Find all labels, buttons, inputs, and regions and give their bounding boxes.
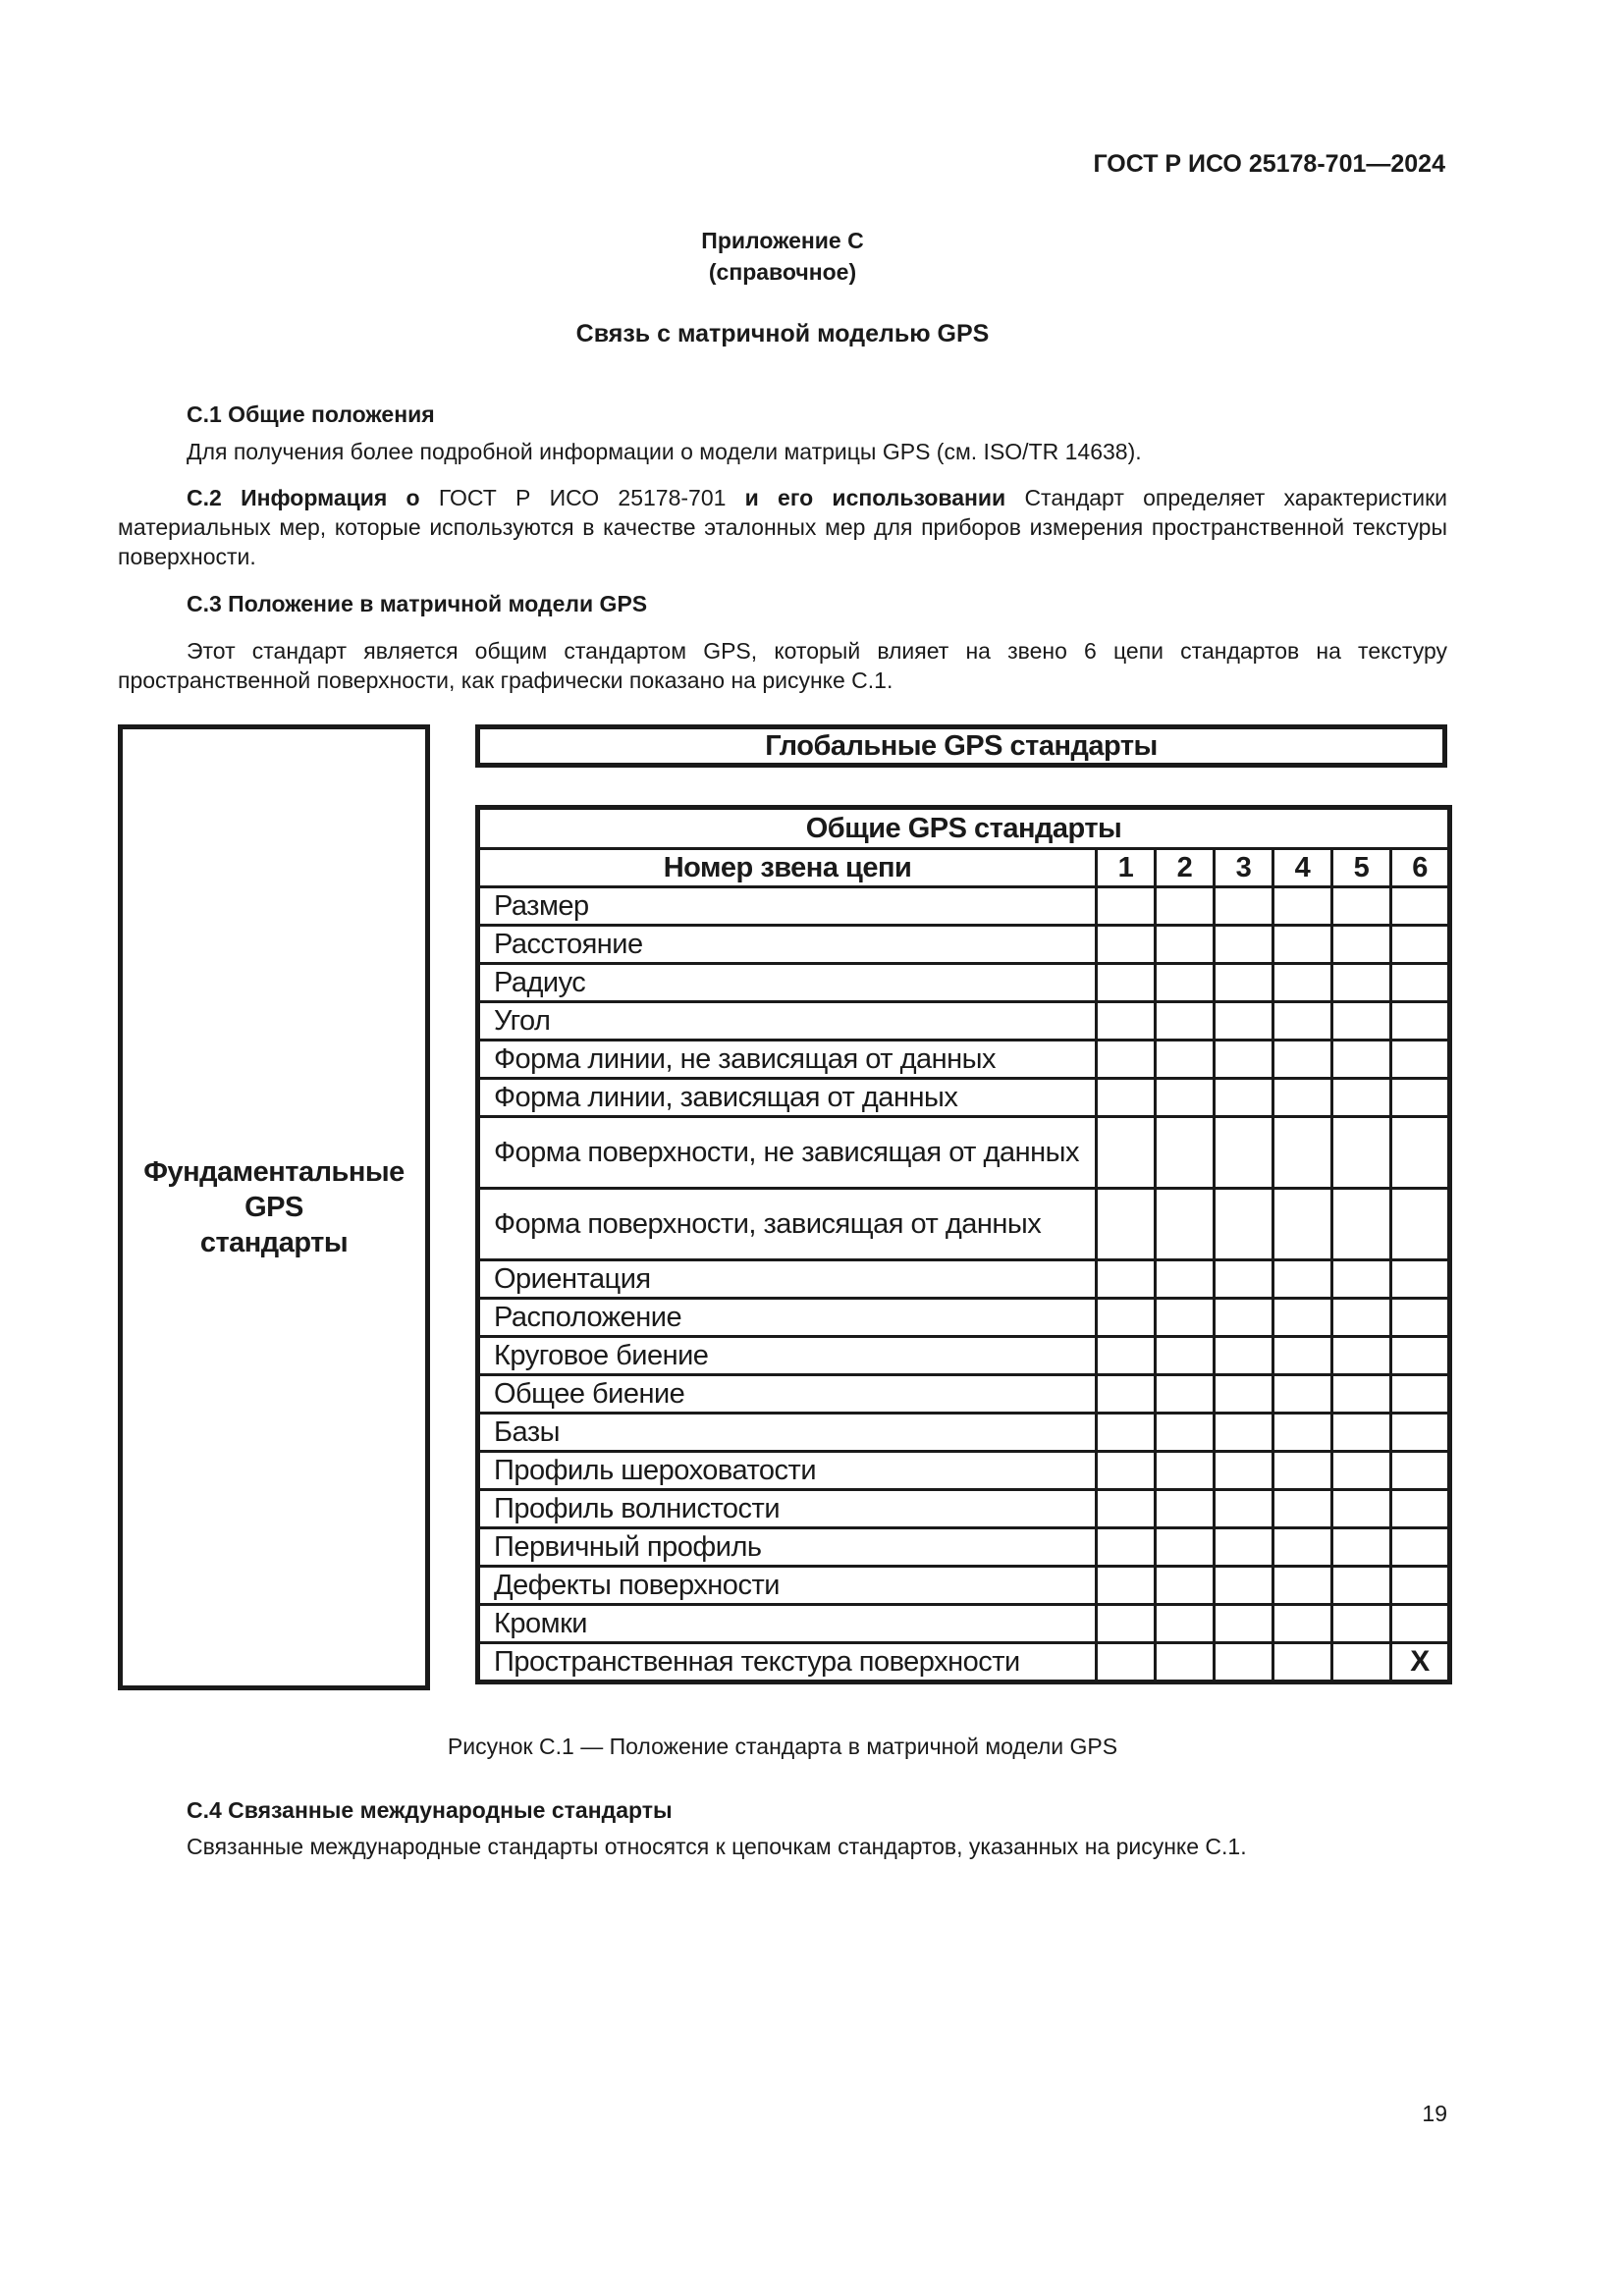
matrix-cell-chain-5 xyxy=(1332,1375,1391,1414)
matrix-cell-chain-2 xyxy=(1156,1041,1215,1079)
matrix-cell-chain-4 xyxy=(1273,1528,1332,1567)
matrix-cell-chain-2 xyxy=(1156,887,1215,926)
matrix-cell-chain-6 xyxy=(1391,1528,1450,1567)
chain-number-5: 5 xyxy=(1332,849,1391,887)
matrix-row xyxy=(478,1452,1450,1490)
matrix-row-label: Общее биение xyxy=(478,1375,1097,1414)
matrix-cell-chain-2 xyxy=(1156,1117,1215,1189)
matrix-cell-chain-1 xyxy=(1097,1414,1156,1452)
matrix-row xyxy=(478,1605,1450,1643)
matrix-cell-chain-6 xyxy=(1391,1490,1450,1528)
matrix-row-label: Ориентация xyxy=(478,1260,1097,1299)
matrix-cell-chain-4 xyxy=(1273,1643,1332,1682)
section-c2-text-1: ГОСТ Р ИСО 25178-701 xyxy=(419,485,745,510)
matrix-cell-chain-5 xyxy=(1332,1414,1391,1452)
general-standards-title-row xyxy=(478,808,1450,849)
matrix-cell-chain-5 xyxy=(1332,1189,1391,1260)
matrix-cell-chain-4 xyxy=(1273,926,1332,964)
matrix-row-label: Кромки xyxy=(478,1605,1097,1643)
matrix-row xyxy=(478,926,1450,964)
matrix-cell-chain-4 xyxy=(1273,1189,1332,1260)
matrix-cell-chain-4 xyxy=(1273,1299,1332,1337)
matrix-cell-chain-4 xyxy=(1273,1490,1332,1528)
matrix-cell-chain-1 xyxy=(1097,1299,1156,1337)
annex-title: Приложение С xyxy=(701,228,864,253)
matrix-cell-chain-6 xyxy=(1391,1414,1450,1452)
matrix-cell-chain-5 xyxy=(1332,1337,1391,1375)
page-number: 19 xyxy=(1422,2101,1447,2126)
global-standards-box: Глобальные GPS стандарты xyxy=(475,724,1447,768)
matrix-row xyxy=(478,887,1450,926)
matrix-cell-chain-6 xyxy=(1391,964,1450,1002)
matrix-row xyxy=(478,1041,1450,1079)
matrix-cell-chain-6 xyxy=(1391,1002,1450,1041)
matrix-cell-chain-6 xyxy=(1391,1605,1450,1643)
matrix-cell-chain-2 xyxy=(1156,964,1215,1002)
matrix-cell-chain-3 xyxy=(1215,1452,1273,1490)
matrix-cell-chain-6 xyxy=(1391,1299,1450,1337)
matrix-cell-chain-3 xyxy=(1215,887,1273,926)
chain-number-6: 6 xyxy=(1391,849,1450,887)
chain-number-2: 2 xyxy=(1156,849,1215,887)
matrix-cell-chain-4 xyxy=(1273,1337,1332,1375)
matrix-row xyxy=(478,1528,1450,1567)
matrix-cell-chain-3 xyxy=(1215,1299,1273,1337)
section-c2-paragraph xyxy=(118,483,1447,571)
matrix-row-label: Форма поверхности, не зависящая от данных xyxy=(478,1117,1097,1189)
matrix-cell-chain-2 xyxy=(1156,1189,1215,1260)
matrix-cell-chain-2 xyxy=(1156,1002,1215,1041)
matrix-cell-chain-2 xyxy=(1156,1375,1215,1414)
matrix-cell-chain-3 xyxy=(1215,964,1273,1002)
matrix-cell-chain-1 xyxy=(1097,1528,1156,1567)
matrix-cell-chain-4 xyxy=(1273,1002,1332,1041)
matrix-cell-chain-3 xyxy=(1215,1337,1273,1375)
figure-caption: Рисунок С.1 — Положение стандарта в матричной модели GPS xyxy=(447,1734,1118,1759)
section-c4-text: Связанные международные стандарты относятся к цепочкам стандартов, указанных на рисунке С.1. xyxy=(187,1834,1247,1859)
matrix-cell-chain-3 xyxy=(1215,1117,1273,1189)
matrix-cell-chain-6 xyxy=(1391,1189,1450,1260)
matrix-cell-chain-6 xyxy=(1391,1337,1450,1375)
matrix-cell-chain-3 xyxy=(1215,1528,1273,1567)
matrix-cell-chain-1 xyxy=(1097,926,1156,964)
matrix-row xyxy=(478,1643,1450,1682)
matrix-row-label: Форма линии, зависящая от данных xyxy=(478,1079,1097,1117)
matrix-row-label: Дефекты поверхности xyxy=(478,1567,1097,1605)
matrix-row xyxy=(478,1567,1450,1605)
section-c3-text: Этот стандарт является общим стандартом GPS, который влияет на звено 6 цепи стандартов на текстуру пространственной поверхности, как графически показано на рисунке С.1. xyxy=(118,638,1447,693)
matrix-cell-chain-6: X xyxy=(1391,1643,1450,1682)
matrix-row xyxy=(478,1079,1450,1117)
matrix-cell-chain-2 xyxy=(1156,1643,1215,1682)
matrix-cell-chain-3 xyxy=(1215,1414,1273,1452)
matrix-row-label: Профиль волнистости xyxy=(478,1490,1097,1528)
matrix-cell-chain-2 xyxy=(1156,1567,1215,1605)
matrix-cell-chain-1 xyxy=(1097,1079,1156,1117)
matrix-row-label: Форма поверхности, зависящая от данных xyxy=(478,1189,1097,1260)
matrix-cell-chain-3 xyxy=(1215,1079,1273,1117)
matrix-cell-chain-4 xyxy=(1273,1041,1332,1079)
matrix-row xyxy=(478,1337,1450,1375)
matrix-cell-chain-1 xyxy=(1097,1260,1156,1299)
matrix-cell-chain-1 xyxy=(1097,1490,1156,1528)
matrix-cell-chain-4 xyxy=(1273,1260,1332,1299)
matrix-cell-chain-6 xyxy=(1391,1117,1450,1189)
matrix-row-label: Расположение xyxy=(478,1299,1097,1337)
matrix-cell-chain-3 xyxy=(1215,1567,1273,1605)
matrix-cell-chain-1 xyxy=(1097,1002,1156,1041)
matrix-cell-chain-5 xyxy=(1332,1605,1391,1643)
matrix-cell-chain-1 xyxy=(1097,1643,1156,1682)
matrix-cell-chain-4 xyxy=(1273,1567,1332,1605)
fundamental-label-line-2: GPS xyxy=(244,1192,303,1223)
matrix-cell-chain-5 xyxy=(1332,1079,1391,1117)
section-c3-heading: С.3 Положение в матричной модели GPS xyxy=(187,591,648,616)
general-standards-label: Общие GPS стандарты xyxy=(478,808,1450,849)
matrix-cell-chain-3 xyxy=(1215,926,1273,964)
matrix-cell-chain-3 xyxy=(1215,1260,1273,1299)
chain-number-1: 1 xyxy=(1097,849,1156,887)
matrix-row xyxy=(478,1189,1450,1260)
matrix-cell-chain-4 xyxy=(1273,1414,1332,1452)
matrix-row-label: Круговое биение xyxy=(478,1337,1097,1375)
matrix-cell-chain-1 xyxy=(1097,887,1156,926)
matrix-cell-chain-2 xyxy=(1156,1528,1215,1567)
fundamental-label-line-1: Фундаментальные xyxy=(143,1156,405,1188)
matrix-cell-chain-3 xyxy=(1215,1605,1273,1643)
fundamental-standards-box xyxy=(118,724,430,1690)
matrix-cell-chain-5 xyxy=(1332,1490,1391,1528)
section-c2-bold-1: Информация о xyxy=(241,485,420,510)
matrix-cell-chain-4 xyxy=(1273,1117,1332,1189)
matrix-row xyxy=(478,1414,1450,1452)
matrix-row-label: Размер xyxy=(478,887,1097,926)
matrix-cell-chain-1 xyxy=(1097,1189,1156,1260)
section-c1-text: Для получения более подробной информации о модели матрицы GPS (см. ISO/TR 14638). xyxy=(187,439,1142,464)
matrix-cell-chain-5 xyxy=(1332,1567,1391,1605)
matrix-cell-chain-4 xyxy=(1273,964,1332,1002)
matrix-cell-chain-2 xyxy=(1156,926,1215,964)
matrix-row xyxy=(478,1260,1450,1299)
matrix-row-label: Форма линии, не зависящая от данных xyxy=(478,1041,1097,1079)
matrix-body xyxy=(478,887,1450,1682)
matrix-cell-chain-5 xyxy=(1332,887,1391,926)
matrix-cell-chain-6 xyxy=(1391,1041,1450,1079)
matrix-cell-chain-4 xyxy=(1273,1079,1332,1117)
matrix-cell-chain-5 xyxy=(1332,1528,1391,1567)
matrix-row xyxy=(478,1002,1450,1041)
matrix-row-label: Радиус xyxy=(478,964,1097,1002)
chain-header-row xyxy=(478,849,1450,887)
matrix-cell-chain-2 xyxy=(1156,1605,1215,1643)
matrix-row-label: Первичный профиль xyxy=(478,1528,1097,1567)
document-code: ГОСТ Р ИСО 25178-701—2024 xyxy=(1093,150,1445,178)
matrix-row-label: Расстояние xyxy=(478,926,1097,964)
matrix-row xyxy=(478,1117,1450,1189)
matrix-cell-chain-5 xyxy=(1332,1041,1391,1079)
chain-number-3: 3 xyxy=(1215,849,1273,887)
fundamental-standards-label xyxy=(143,1154,405,1260)
matrix-cell-chain-5 xyxy=(1332,1452,1391,1490)
matrix-cell-chain-6 xyxy=(1391,926,1450,964)
matrix-row-label: Пространственная текстура поверхности xyxy=(478,1643,1097,1682)
matrix-cell-chain-4 xyxy=(1273,887,1332,926)
matrix-cell-chain-3 xyxy=(1215,1189,1273,1260)
matrix-cell-chain-1 xyxy=(1097,964,1156,1002)
matrix-cell-chain-3 xyxy=(1215,1490,1273,1528)
section-c1-heading: С.1 Общие положения xyxy=(187,401,435,427)
matrix-cell-chain-2 xyxy=(1156,1079,1215,1117)
matrix-row xyxy=(478,964,1450,1002)
matrix-row-label: Базы xyxy=(478,1414,1097,1452)
section-c4-heading: С.4 Связанные международные стандарты xyxy=(187,1797,673,1823)
matrix-cell-chain-2 xyxy=(1156,1337,1215,1375)
chain-number-header: Номер звена цепи xyxy=(478,849,1097,887)
matrix-cell-chain-1 xyxy=(1097,1117,1156,1189)
matrix-row-label: Профиль шероховатости xyxy=(478,1452,1097,1490)
matrix-cell-chain-1 xyxy=(1097,1041,1156,1079)
matrix-cell-chain-2 xyxy=(1156,1299,1215,1337)
matrix-cell-chain-5 xyxy=(1332,926,1391,964)
matrix-cell-chain-1 xyxy=(1097,1375,1156,1414)
matrix-cell-chain-5 xyxy=(1332,964,1391,1002)
matrix-cell-chain-3 xyxy=(1215,1002,1273,1041)
matrix-cell-chain-5 xyxy=(1332,1299,1391,1337)
matrix-cell-chain-3 xyxy=(1215,1643,1273,1682)
matrix-cell-chain-3 xyxy=(1215,1041,1273,1079)
matrix-cell-chain-2 xyxy=(1156,1490,1215,1528)
annex-heading: Связь с матричной моделью GPS xyxy=(575,320,990,347)
section-c2-text-2: Стандарт определяет характеристики материальных мер, которые используются в качестве эталонных мер для приборов измерения пространственной текстуры поверхности. xyxy=(118,485,1447,569)
matrix-cell-chain-6 xyxy=(1391,1260,1450,1299)
section-c2-number: С.2 xyxy=(187,485,222,510)
matrix-cell-chain-5 xyxy=(1332,1643,1391,1682)
matrix-cell-chain-2 xyxy=(1156,1452,1215,1490)
matrix-row xyxy=(478,1490,1450,1528)
chain-number-4: 4 xyxy=(1273,849,1332,887)
matrix-cell-chain-4 xyxy=(1273,1605,1332,1643)
matrix-cell-chain-1 xyxy=(1097,1567,1156,1605)
matrix-cell-chain-5 xyxy=(1332,1002,1391,1041)
annex-type: (справочное) xyxy=(708,259,857,285)
matrix-cell-chain-2 xyxy=(1156,1260,1215,1299)
matrix-cell-chain-1 xyxy=(1097,1337,1156,1375)
matrix-cell-chain-6 xyxy=(1391,1079,1450,1117)
matrix-row xyxy=(478,1299,1450,1337)
matrix-cell-chain-2 xyxy=(1156,1414,1215,1452)
fundamental-label-line-3: стандарты xyxy=(199,1227,349,1258)
matrix-cell-chain-1 xyxy=(1097,1452,1156,1490)
matrix-cell-chain-5 xyxy=(1332,1260,1391,1299)
matrix-cell-chain-6 xyxy=(1391,1452,1450,1490)
matrix-cell-chain-6 xyxy=(1391,887,1450,926)
matrix-row xyxy=(478,1375,1450,1414)
matrix-cell-chain-6 xyxy=(1391,1567,1450,1605)
matrix-cell-chain-3 xyxy=(1215,1375,1273,1414)
matrix-cell-chain-1 xyxy=(1097,1605,1156,1643)
section-c2-bold-2: и его использовании xyxy=(744,485,1006,510)
matrix-cell-chain-5 xyxy=(1332,1117,1391,1189)
matrix-cell-chain-4 xyxy=(1273,1375,1332,1414)
gps-matrix-table xyxy=(475,805,1452,1684)
matrix-row-label: Угол xyxy=(478,1002,1097,1041)
matrix-cell-chain-4 xyxy=(1273,1452,1332,1490)
matrix-cell-chain-6 xyxy=(1391,1375,1450,1414)
